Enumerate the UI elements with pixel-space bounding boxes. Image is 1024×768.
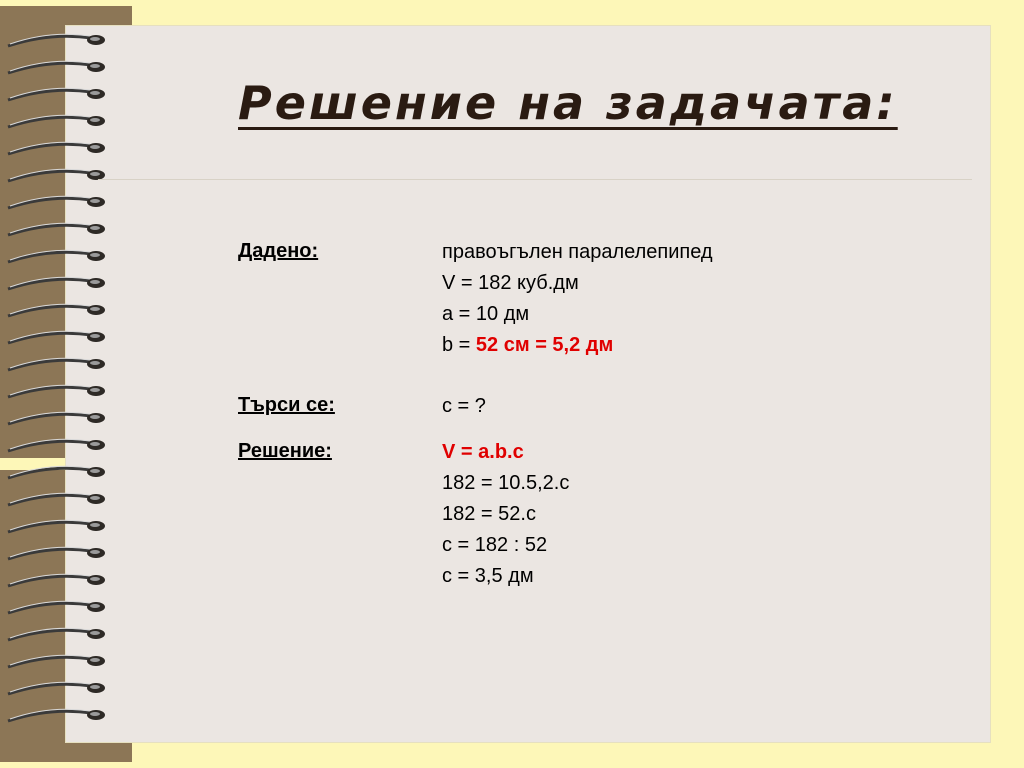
spiral-ring bbox=[8, 169, 105, 181]
spiral-ring bbox=[8, 142, 105, 154]
solution-step-2: 182 = 52.c bbox=[442, 503, 536, 525]
given-line-b bbox=[442, 330, 713, 361]
given-line-volume: V = 182 куб.дм bbox=[442, 272, 579, 294]
given-values bbox=[442, 237, 713, 361]
spiral-ring bbox=[8, 196, 105, 208]
spiral-ring bbox=[8, 655, 105, 667]
given-line-a: a = 10 дм bbox=[442, 303, 530, 325]
spiral-ring bbox=[8, 34, 105, 46]
spiral-ring bbox=[8, 385, 105, 397]
solution-formula: V = a.b.c bbox=[442, 441, 524, 463]
spiral-ring bbox=[8, 115, 105, 127]
given-line-b-prefix: b = bbox=[442, 334, 471, 356]
spiral-ring bbox=[8, 601, 105, 613]
spiral-ring bbox=[8, 466, 105, 478]
divider bbox=[98, 179, 972, 180]
spiral-ring bbox=[8, 61, 105, 73]
spiral-ring bbox=[8, 331, 105, 343]
given-label: Дадено: bbox=[238, 240, 319, 262]
solution-step-4: c = 3,5 дм bbox=[442, 565, 534, 587]
spiral-ring bbox=[8, 574, 105, 586]
spiral-ring bbox=[8, 223, 105, 235]
spiral-ring bbox=[8, 709, 105, 721]
spiral-ring bbox=[8, 547, 105, 559]
find-value: c = ? bbox=[442, 395, 486, 417]
spiral-ring bbox=[8, 88, 105, 100]
spiral-ring bbox=[8, 682, 105, 694]
spiral-binding bbox=[0, 0, 140, 768]
spiral-ring bbox=[8, 304, 105, 316]
spiral-ring bbox=[8, 277, 105, 289]
solution-step-3: c = 182 : 52 bbox=[442, 534, 548, 556]
page-title: Решение на задачата: bbox=[238, 76, 898, 130]
given-line-b-highlight: 52 см = 5,2 дм bbox=[475, 334, 614, 356]
spiral-ring bbox=[8, 250, 105, 262]
spiral-ring bbox=[8, 358, 105, 370]
solution-label: Решение: bbox=[238, 440, 332, 462]
spiral-ring bbox=[8, 439, 105, 451]
notebook-page bbox=[66, 26, 990, 742]
solution-step-1: 182 = 10.5,2.c bbox=[442, 472, 570, 494]
solution-steps bbox=[442, 437, 569, 592]
given-line-shape: правоъгълен паралелепипед bbox=[442, 241, 713, 263]
spiral-ring bbox=[8, 628, 105, 640]
find-label: Търси се: bbox=[238, 394, 335, 416]
spiral-ring bbox=[8, 493, 105, 505]
spiral-ring bbox=[8, 412, 105, 424]
spiral-ring bbox=[8, 520, 105, 532]
